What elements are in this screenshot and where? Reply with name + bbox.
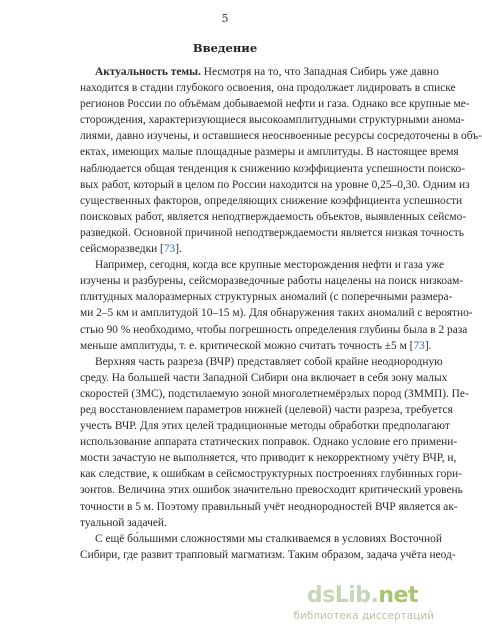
page-number: 5 [221, 12, 229, 25]
text-line [80, 386, 469, 402]
citation-link[interactable]: 73 [413, 339, 425, 352]
text-line [80, 322, 468, 338]
line-text: поисковых работ, является неподтверждаемость объектов, выявленных сейсмо- [80, 210, 467, 223]
line-text: сторождения, характеризующиеся высокоамплитудными структурными анома- [80, 114, 465, 127]
line-text: вых работ, который в целом по России находится на уровне 0,25–0,30. Одним из [80, 178, 470, 191]
text-line [80, 96, 470, 112]
line-text: как следствие, к ошибкам в сейсмоструктурных построениях глубинных гори- [80, 468, 462, 481]
line-text: среду. На большей части Западной Сибири она включает в себя зону малых [80, 371, 448, 384]
line-text: регионов России по объёмам добываемой нефти и газа. Однако все крупные ме- [80, 98, 470, 111]
text-line [80, 161, 466, 177]
line-text: сейсморазведки [ [80, 243, 164, 256]
paragraph [80, 257, 473, 354]
line-text: меньше амплитуды, т. е. критической можно считать точность ±5 м [ [80, 339, 414, 352]
line-text: разведкой. Основной причиной неподтверждаемости является низкая точность [80, 226, 464, 239]
watermark-logo [290, 583, 440, 631]
line-text: ектах, имеющих малые площадные размеры и амплитуды. В настоящее время [80, 146, 459, 159]
text-line [80, 225, 464, 241]
line-text: С ещё бо́льшими сложностями мы сталкиваемся в условиях Восточной [95, 532, 442, 545]
line-text: точности в 5 м. Поэтому правильный учёт неоднородностей ВЧР является ак- [80, 500, 458, 513]
line-text: находится в стадии глубокого освоения, она продолжает лидировать в списке [80, 82, 456, 95]
line-text: учесть ВЧР. Для этих целей традиционные методы обработки предполагают [80, 420, 450, 433]
line-text: ми 2–5 км и амплитудой 10–15 м). Для обнаружения таких аномалий с вероятно- [80, 307, 473, 320]
body-text [80, 64, 482, 563]
text-line [80, 354, 443, 370]
watermark-subtitle: библиотека диссертаций [293, 610, 434, 622]
text-line [80, 112, 465, 128]
line-text: использование аппарата статических поправок. Однако условие его примени- [80, 436, 458, 449]
text-line [80, 418, 450, 434]
line-text: Сибири, где развит трапповый магматизм. Таким образом, задача учёта неод- [80, 548, 456, 561]
paragraph [80, 354, 469, 531]
text-line [80, 144, 459, 160]
bold-heading: Актуальность темы. [95, 66, 201, 78]
text-line [80, 273, 464, 289]
text-line [80, 547, 456, 563]
text-line [80, 515, 387, 531]
line-text: скоростей (ЗМС), подстилаемую зоной многолетнемёрзлых пород (ЗММП). Пе- [80, 387, 469, 400]
line-text: стью 90 % необходимо, чтобы погрешность определения глубины была в 2 раза [80, 323, 468, 336]
text-line [80, 338, 432, 354]
line-text: Например, сегодня, когда все крупные месторождения нефти и газа уже [95, 259, 445, 272]
citation-link[interactable]: 73 [163, 243, 176, 256]
watermark-logo-text: dsLib.net [306, 583, 418, 608]
line-text-after: ]. [424, 339, 432, 352]
text-line [80, 64, 439, 80]
line-text: зонтов. Величина этих ошибок значительно превосходит критический уровень [80, 484, 463, 497]
line-text: Несмотря на то, что Западная Сибирь уже давно [200, 66, 439, 78]
line-text: существенных факторов, определяющих снижение коэффициента успешности [80, 194, 463, 207]
line-text: мости зачастую не выполняется, что приводит к некорректному учёту ВЧР, и, [80, 452, 457, 465]
paragraph [80, 64, 482, 257]
section-title: Введение [192, 41, 258, 55]
text-line [80, 466, 462, 482]
text-line [80, 531, 442, 547]
line-text: изучены и разбурены, сейсморазведочные работы нацелены на поиск низкоам- [80, 275, 464, 288]
line-text: плитудных малоразмерных структурных аномалий (с поперечными размера- [80, 291, 453, 304]
paragraph [80, 531, 456, 563]
text-line [80, 257, 445, 273]
text-line [80, 482, 463, 498]
text-line [80, 450, 457, 466]
text-line [80, 370, 448, 386]
text-line [80, 402, 453, 418]
line-text: туальной задачей. [80, 516, 167, 529]
text-line [80, 434, 458, 450]
text-line [80, 193, 463, 209]
line-text: лиями, давно изучены, и оставшиеся неоснвоенные ресурсы сосредоточены в объ- [80, 130, 482, 143]
text-line [80, 289, 453, 305]
text-line [80, 305, 473, 321]
line-text: Верхняя часть разреза (ВЧР) представляет собой крайне неоднородную [95, 355, 443, 368]
text-line [80, 177, 470, 193]
text-line [80, 209, 467, 225]
text-line [80, 128, 482, 144]
line-text: ред восстановлением параметров нижней (целевой) части разреза, требуется [80, 403, 453, 416]
text-line [80, 499, 458, 515]
line-text-after: ]. [175, 243, 182, 256]
text-line [80, 80, 456, 96]
line-text: наблюдается общая тенденция к снижению коэффициента успешности поиско- [80, 162, 466, 175]
text-line [80, 241, 387, 257]
